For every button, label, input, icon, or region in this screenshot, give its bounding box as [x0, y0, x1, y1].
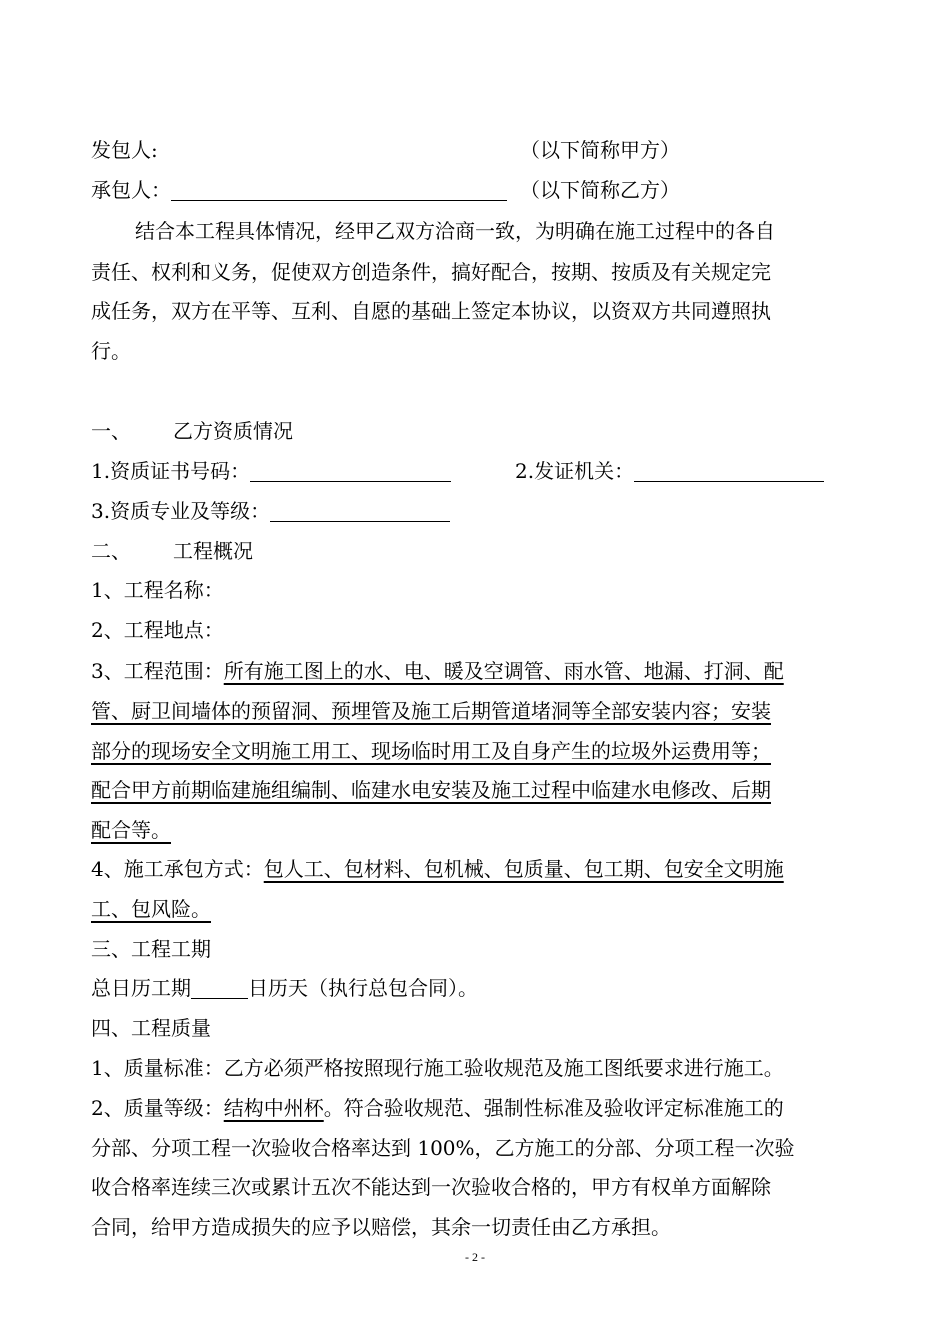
section1-number: 一、 — [91, 419, 131, 443]
employer-note: （以下简称甲方） — [520, 138, 680, 162]
contractor-line — [91, 177, 507, 203]
section2-number: 二、 — [91, 539, 131, 563]
page-number: - 2 - — [465, 1250, 485, 1264]
issuer-line — [515, 458, 824, 484]
cert-no-line — [91, 458, 451, 484]
quality-line-3: 收合格率连续三次或累计五次不能达到一次验收合格的，甲方有权单方面解除 — [91, 1175, 771, 1199]
cert-no-blank — [250, 461, 451, 482]
period-blank — [191, 978, 248, 999]
scope-line-1 — [91, 658, 784, 684]
scope-line-4: 配合甲方前期临建施组编制、临建水电安装及施工过程中临建水电修改、后期 — [91, 778, 771, 802]
mode-line-1 — [91, 856, 784, 882]
employer-label: 发包人: — [91, 138, 158, 162]
intro-line-1: 结合本工程具体情况，经甲乙双方洽商一致，为明确在施工过程中的各自 — [135, 219, 775, 243]
section1-heading — [91, 418, 293, 444]
mode-line-2: 工、包风险。 — [91, 897, 211, 921]
intro-line-2: 责任、权利和义务，促使双方创造条件，搞好配合，按期、按质及有关规定完 — [91, 260, 771, 284]
scope-line-5: 配合等。 — [91, 818, 171, 842]
project-name-line: 1、工程名称： — [91, 578, 224, 602]
contractor-blank — [171, 180, 507, 201]
section4-heading: 四、工程质量 — [91, 1016, 211, 1040]
section2-heading — [91, 538, 253, 564]
contractor-label: 承包人： — [91, 178, 171, 202]
intro-line-3: 成任务，双方在平等、互利、自愿的基础上签定本协议，以资双方共同遵照执 — [91, 299, 771, 323]
quality-grade-label: 2、质量等级： — [91, 1096, 224, 1120]
cert-no-label: 1.资质证书号码： — [91, 459, 251, 483]
quality-line-2: 分部、分项工程一次验收合格率达到 100%，乙方施工的分部、分项工程一次验 — [91, 1136, 795, 1160]
specialty-line — [91, 498, 450, 524]
section1-title: 乙方资质情况 — [173, 419, 293, 443]
period-line — [91, 975, 478, 1001]
period-prefix: 总日历工期 — [91, 976, 191, 1000]
scope-text-1: 所有施工图上的水、电、暖及空调管、雨水管、地漏、打洞、配 — [223, 659, 784, 683]
quality-line-4: 合同，给甲方造成损失的应予以赔偿，其余一切责任由乙方承担。 — [91, 1215, 671, 1239]
employer-line — [91, 137, 158, 163]
scope-line-3: 部分的现场安全文明施工用工、现场临时用工及自身产生的垃圾外运费用等； — [91, 739, 771, 763]
intro-line-4: 行。 — [91, 339, 131, 363]
issuer-blank — [634, 461, 824, 482]
scope-label: 3、工程范围： — [91, 659, 224, 683]
period-suffix: 日历天（执行总包合同）。 — [248, 976, 478, 1000]
section3-heading: 三、工程工期 — [91, 937, 211, 961]
project-location-line: 2、工程地点： — [91, 618, 224, 642]
section2-title: 工程概况 — [173, 539, 253, 563]
mode-label: 4、施工承包方式： — [91, 857, 264, 881]
mode-text-1: 包人工、包材料、包机械、包质量、包工期、包安全文明施 — [263, 857, 784, 881]
specialty-label: 3.资质专业及等级： — [91, 499, 271, 523]
quality-grade-rest: 。符合验收规范、强制性标准及验收评定标准施工的 — [323, 1096, 784, 1120]
quality-grade-line — [91, 1095, 784, 1121]
contractor-note: （以下简称乙方） — [520, 178, 680, 202]
issuer-label: 2.发证机关： — [515, 459, 635, 483]
quality-grade-value: 结构中州杯 — [223, 1096, 324, 1120]
quality-standard-line: 1、质量标准：乙方必须严格按照现行施工验收规范及施工图纸要求进行施工。 — [91, 1056, 784, 1080]
scope-line-2: 管、厨卫间墙体的预留洞、预埋管及施工后期管道堵洞等全部安装内容；安装 — [91, 699, 771, 723]
specialty-blank — [270, 501, 450, 522]
